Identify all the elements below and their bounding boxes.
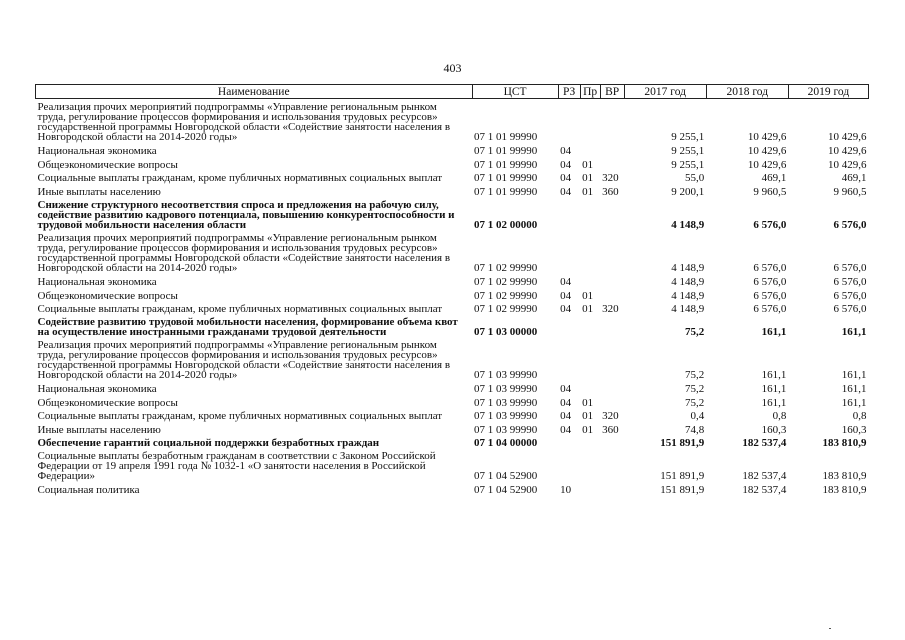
row-amount-2018: 0,8 xyxy=(772,410,787,422)
row-amount-2019: 6 576,0 xyxy=(833,262,867,274)
row-amount-2018: 161,1 xyxy=(761,383,787,395)
row-cst-code: 07 1 01 99990 xyxy=(474,159,538,171)
row-amount-2019: 6 576,0 xyxy=(833,219,867,231)
row-amount-2019: 161,1 xyxy=(841,326,867,338)
row-subsection-code: 01 xyxy=(582,159,594,171)
table-header xyxy=(36,85,869,99)
row-amount-2019: 6 576,0 xyxy=(833,290,867,302)
table-row xyxy=(36,142,869,156)
row-expense-type-code xyxy=(600,273,624,287)
row-amount-2019: 161,1 xyxy=(841,383,867,395)
row-amount-2017: 9 255,1 xyxy=(671,159,705,171)
row-amount-2017: 75,2 xyxy=(685,383,705,395)
row-section-code xyxy=(558,197,580,230)
row-subsection-code xyxy=(580,197,600,230)
column-header-2018: 2018 год xyxy=(706,85,788,99)
row-name: Социальные выплаты безработным гражданам в соответствии с Законом Российской Федерации от 19 апреля 1991 года № 1032-1 «О занятости населения в Российской Федерации» xyxy=(37,450,436,482)
row-amount-2018: 9 960,5 xyxy=(753,186,787,198)
row-section-code: 04 xyxy=(560,424,572,436)
row-subsection-code: 01 xyxy=(582,410,594,422)
table-row xyxy=(36,273,869,287)
row-amount-2018: 182 537,4 xyxy=(742,484,787,496)
row-subsection-code xyxy=(580,435,600,448)
row-expense-type-code xyxy=(600,435,624,448)
row-cst-code: 07 1 03 99990 xyxy=(474,369,538,381)
row-cst-code: 07 1 01 99990 xyxy=(474,172,538,184)
row-subsection-code xyxy=(580,273,600,287)
row-name: Реализация прочих мероприятий подпрограммы «Управление региональным рынком труда, регулирование процессов формирования и использования трудовых ресурсов» государственной программы Новгородской области «Содействие занятости населения в Новгородской области на 2014-2020 годы» xyxy=(37,339,451,381)
row-amount-2018: 6 576,0 xyxy=(753,219,787,231)
row-amount-2019: 161,1 xyxy=(841,397,867,409)
column-header-2017: 2017 год xyxy=(624,85,706,99)
row-subsection-code xyxy=(580,380,600,394)
row-expense-type-code: 360 xyxy=(602,424,619,436)
table-row xyxy=(36,380,869,394)
row-cst-code: 07 1 03 00000 xyxy=(474,326,538,338)
row-amount-2017: 9 255,1 xyxy=(671,145,705,157)
row-name: Национальная экономика xyxy=(37,383,157,395)
row-amount-2017: 74,8 xyxy=(685,424,705,436)
column-header-cst: ЦСТ xyxy=(472,85,558,99)
row-expense-type-code xyxy=(600,448,624,481)
row-section-code xyxy=(558,99,580,143)
row-amount-2019: 183 810,9 xyxy=(822,437,867,449)
row-amount-2018: 10 429,6 xyxy=(747,145,787,157)
row-subsection-code xyxy=(580,142,600,156)
row-name: Содействие развитию трудовой мобильности населения, формирование объема квот на осуществление иностранными гражданами трудовой деятельности xyxy=(37,316,458,338)
row-section-code xyxy=(558,337,580,380)
row-expense-type-code xyxy=(600,197,624,230)
row-name: Национальная экономика xyxy=(37,145,157,157)
row-amount-2019: 10 429,6 xyxy=(828,145,867,157)
row-subsection-code xyxy=(580,337,600,380)
page-number: 403 xyxy=(443,61,462,75)
row-amount-2019: 183 810,9 xyxy=(822,484,867,496)
row-name: Социальные выплаты гражданам, кроме публичных нормативных социальных выплат xyxy=(37,303,443,315)
row-subsection-code: 01 xyxy=(582,303,594,315)
row-amount-2018: 161,1 xyxy=(761,326,787,338)
row-amount-2019: 10 429,6 xyxy=(828,159,867,171)
row-section-code: 04 xyxy=(560,303,572,315)
row-amount-2018: 469,1 xyxy=(761,172,787,184)
row-name: Реализация прочих мероприятий подпрограммы «Управление региональным рынком труда, регулирование процессов формирования и использования трудовых ресурсов» государственной программы Новгородской области «Содействие занятости населения в Новгородской области на 2014-2020 годы» xyxy=(37,101,451,143)
row-cst-code: 07 1 01 99990 xyxy=(474,131,538,143)
row-name: Обеспечение гарантий социальной поддержки безработных граждан xyxy=(37,437,380,449)
row-section-code xyxy=(558,448,580,481)
row-expense-type-code xyxy=(600,99,624,143)
row-cst-code: 07 1 01 99990 xyxy=(474,186,538,198)
row-amount-2017: 4 148,9 xyxy=(671,276,705,288)
row-expense-type-code xyxy=(600,314,624,337)
row-section-code: 04 xyxy=(560,276,572,288)
row-subsection-code: 01 xyxy=(582,172,594,184)
row-name: Общеэкономические вопросы xyxy=(37,397,178,409)
row-amount-2018: 182 537,4 xyxy=(742,437,787,449)
table-row xyxy=(36,408,869,421)
row-name: Снижение структурного несоответствия спроса и предложения на рабочую силу, содействие развитию кадрового потенциала, повышению конкурентоспособности и трудовой мобильности населения области xyxy=(37,199,455,231)
row-expense-type-code: 320 xyxy=(602,303,619,315)
row-section-code: 04 xyxy=(560,145,572,157)
row-expense-type-code xyxy=(600,287,624,301)
table-row xyxy=(36,481,869,495)
budget-table xyxy=(35,84,869,495)
row-subsection-code xyxy=(580,314,600,337)
row-amount-2018: 6 576,0 xyxy=(753,262,787,274)
row-amount-2017: 4 148,9 xyxy=(671,262,705,274)
row-amount-2019: 0,8 xyxy=(852,410,867,422)
row-name: Социальные выплаты гражданам, кроме публичных нормативных социальных выплат xyxy=(37,172,443,184)
table-body xyxy=(36,99,869,496)
table-row xyxy=(36,183,869,197)
row-section-code xyxy=(558,230,580,273)
row-cst-code: 07 1 03 99990 xyxy=(474,383,538,395)
row-expense-type-code: 320 xyxy=(602,172,619,184)
row-amount-2018: 6 576,0 xyxy=(753,290,787,302)
row-name: Иные выплаты населению xyxy=(37,424,161,436)
column-header-name: Наименование xyxy=(36,85,473,99)
table-row xyxy=(36,99,869,143)
row-section-code xyxy=(558,314,580,337)
table-row xyxy=(36,156,869,170)
row-section-code: 04 xyxy=(560,290,572,302)
row-section-code xyxy=(558,435,580,448)
row-amount-2018: 6 576,0 xyxy=(753,276,787,288)
table-row xyxy=(36,337,869,380)
row-subsection-code: 01 xyxy=(582,424,594,436)
row-expense-type-code xyxy=(600,337,624,380)
table-row xyxy=(36,448,869,481)
row-subsection-code xyxy=(580,448,600,481)
row-amount-2019: 160,3 xyxy=(841,424,867,436)
row-amount-2017: 55,0 xyxy=(685,172,705,184)
table-row xyxy=(36,287,869,301)
row-amount-2018: 6 576,0 xyxy=(753,303,787,315)
row-cst-code: 07 1 03 99990 xyxy=(474,424,538,436)
row-section-code: 10 xyxy=(560,484,572,496)
row-cst-code: 07 1 01 99990 xyxy=(474,145,538,157)
row-expense-type-code xyxy=(600,230,624,273)
row-name: Социальная политика xyxy=(37,484,140,496)
row-expense-type-code xyxy=(600,380,624,394)
row-section-code: 04 xyxy=(560,159,572,171)
row-expense-type-code xyxy=(600,481,624,495)
row-amount-2017: 75,2 xyxy=(685,397,705,409)
table-row xyxy=(36,230,869,273)
row-amount-2018: 161,1 xyxy=(761,369,787,381)
row-cst-code: 07 1 04 00000 xyxy=(474,437,538,449)
table-row xyxy=(36,394,869,408)
row-section-code: 04 xyxy=(560,410,572,422)
column-header-2019: 2019 год xyxy=(788,85,868,99)
row-subsection-code: 01 xyxy=(582,397,594,409)
row-amount-2017: 9 255,1 xyxy=(671,131,705,143)
row-amount-2019: 6 576,0 xyxy=(833,303,867,315)
row-cst-code: 07 1 04 52900 xyxy=(474,484,538,496)
row-section-code: 04 xyxy=(560,397,572,409)
row-section-code: 04 xyxy=(560,186,572,198)
row-section-code: 04 xyxy=(560,172,572,184)
row-amount-2017: 0,4 xyxy=(690,410,705,422)
column-header-pr: Пр xyxy=(580,85,600,99)
row-amount-2018: 160,3 xyxy=(761,424,787,436)
table-row xyxy=(36,197,869,230)
row-amount-2019: 183 810,9 xyxy=(822,470,867,482)
row-cst-code: 07 1 02 99990 xyxy=(474,276,538,288)
table-row xyxy=(36,421,869,435)
row-amount-2017: 9 200,1 xyxy=(671,186,705,198)
row-cst-code: 07 1 02 99990 xyxy=(474,262,538,274)
row-name: Общеэкономические вопросы xyxy=(37,290,178,302)
row-expense-type-code xyxy=(600,394,624,408)
row-cst-code: 07 1 03 99990 xyxy=(474,397,538,409)
row-amount-2017: 151 891,9 xyxy=(660,470,705,482)
row-amount-2017: 151 891,9 xyxy=(660,484,705,496)
row-name: Иные выплаты населению xyxy=(37,186,161,198)
row-amount-2018: 10 429,6 xyxy=(747,159,787,171)
row-expense-type-code: 320 xyxy=(602,410,619,422)
row-section-code: 04 xyxy=(560,383,572,395)
table-row xyxy=(36,301,869,314)
row-cst-code: 07 1 02 99990 xyxy=(474,290,538,302)
column-header-rz: РЗ xyxy=(558,85,580,99)
row-amount-2019: 9 960,5 xyxy=(833,186,867,198)
column-header-vr: ВР xyxy=(600,85,624,99)
row-subsection-code: 01 xyxy=(582,186,594,198)
table-row xyxy=(36,435,869,448)
row-expense-type-code xyxy=(600,142,624,156)
row-name: Социальные выплаты гражданам, кроме публичных нормативных социальных выплат xyxy=(37,410,443,422)
row-amount-2018: 161,1 xyxy=(761,397,787,409)
row-amount-2017: 4 148,9 xyxy=(671,219,705,231)
row-name: Общеэкономические вопросы xyxy=(37,159,178,171)
row-amount-2019: 10 429,6 xyxy=(828,131,867,143)
row-amount-2017: 75,2 xyxy=(685,326,705,338)
row-amount-2018: 182 537,4 xyxy=(742,470,787,482)
row-amount-2017: 151 891,9 xyxy=(660,437,705,449)
row-expense-type-code: 360 xyxy=(602,186,619,198)
row-subsection-code xyxy=(580,481,600,495)
row-cst-code: 07 1 02 99990 xyxy=(474,303,538,315)
table-row xyxy=(36,314,869,337)
row-subsection-code xyxy=(580,230,600,273)
row-amount-2017: 4 148,9 xyxy=(671,303,705,315)
row-cst-code: 07 1 04 52900 xyxy=(474,470,538,482)
row-cst-code: 07 1 02 00000 xyxy=(474,219,538,231)
scan-speck xyxy=(829,628,831,629)
row-amount-2018: 10 429,6 xyxy=(747,131,787,143)
row-amount-2019: 469,1 xyxy=(841,172,867,184)
row-amount-2017: 75,2 xyxy=(685,369,705,381)
table-row xyxy=(36,170,869,183)
row-subsection-code: 01 xyxy=(582,290,594,302)
row-cst-code: 07 1 03 99990 xyxy=(474,410,538,422)
row-amount-2019: 6 576,0 xyxy=(833,276,867,288)
row-amount-2019: 161,1 xyxy=(841,369,867,381)
row-name: Реализация прочих мероприятий подпрограммы «Управление региональным рынком труда, регулирование процессов формирования и использования трудовых ресурсов» государственной программы Новгородской области «Содействие занятости населения в Новгородской области на 2014-2020 годы» xyxy=(37,232,451,274)
row-amount-2017: 4 148,9 xyxy=(671,290,705,302)
row-expense-type-code xyxy=(600,156,624,170)
row-subsection-code xyxy=(580,99,600,143)
row-name: Национальная экономика xyxy=(37,276,157,288)
